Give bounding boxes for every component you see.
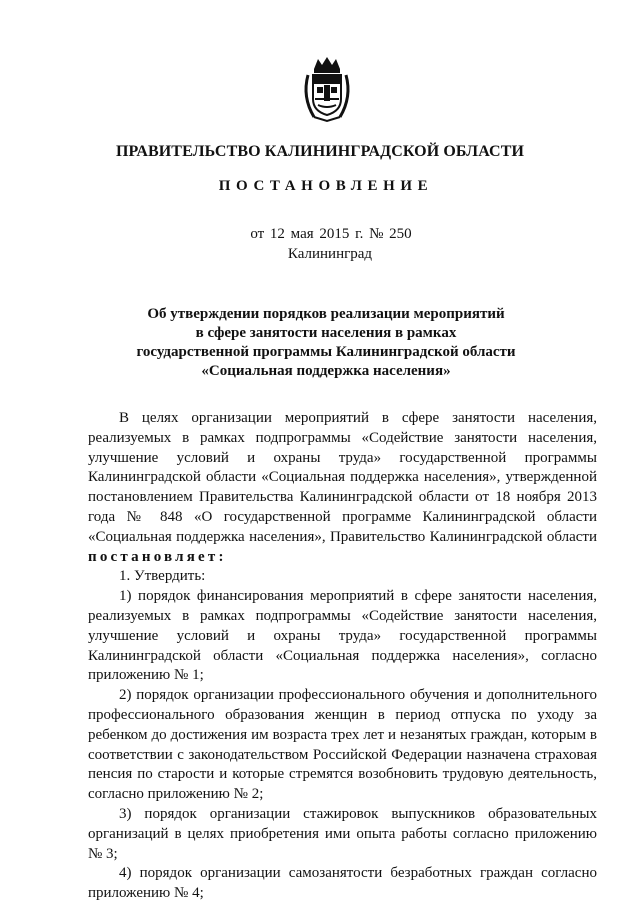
title-line: государственной программы Калининградской области <box>136 344 516 360</box>
date-number-line: от 12 мая 2015 г. № 250 <box>250 226 412 242</box>
document-title <box>0 305 640 381</box>
decree-word: постановляет: <box>88 548 227 565</box>
coat-of-arms-emblem <box>300 55 354 123</box>
preamble-paragraph <box>88 409 597 567</box>
title-line: Об утверждении порядков реализации мероприятий <box>147 306 505 322</box>
list-item: 1. Утвердить: <box>119 568 206 585</box>
title-line: «Социальная поддержка населения» <box>201 363 451 379</box>
city-name: Калининград <box>287 246 373 262</box>
list-item: 1) порядок финансирования мероприятий в сфере занятости населения, реализуемых в рамках подпрограммы «Содействие занятости населения, улучшение условий и охраны труда» государственной программы Калининградской области «Социальная поддержка населения», согласно приложению № 1; <box>88 588 597 684</box>
list-item: 2) порядок организации профессионального обучения и дополнительного профессионального образования женщин в период отпуска по уходу за ребенком до достижения им возраста трех лет и незанятых граждан, которым в соответствии с законодательством Российской Федерации назначена страховая пенсия по старости и которые стремятся возобновить трудовую деятельность, согласно приложению № 2; <box>88 687 597 803</box>
document-body <box>88 409 597 904</box>
document-type: ПОСТАНОВЛЕНИЕ <box>218 178 434 194</box>
preamble-text: В целях организации мероприятий в сфере занятости населения, реализуемых в рамках подпрограммы «Содействие занятости населения, улучшение условий и охраны труда» государственной программы Калининградской области «Социальная поддержка населения», утвержденной постановлением Правительства Калининградской области от 18 ноября 2013 года № 848 «О государственной программе Калининградской области «Социальная поддержка населения», Правительство Калининградской области <box>88 410 597 545</box>
list-item: 4) порядок организации самозанятости безработных граждан согласно приложению № 4; <box>88 865 597 902</box>
government-name: ПРАВИТЕЛЬСТВО КАЛИНИНГРАДСКОЙ ОБЛАСТИ <box>115 143 525 160</box>
list-item: 3) порядок организации стажировок выпускников образовательных организаций в целях приобретения ими опыта работы согласно приложению № 3; <box>88 805 597 862</box>
title-line: в сфере занятости населения в рамках <box>195 325 457 341</box>
